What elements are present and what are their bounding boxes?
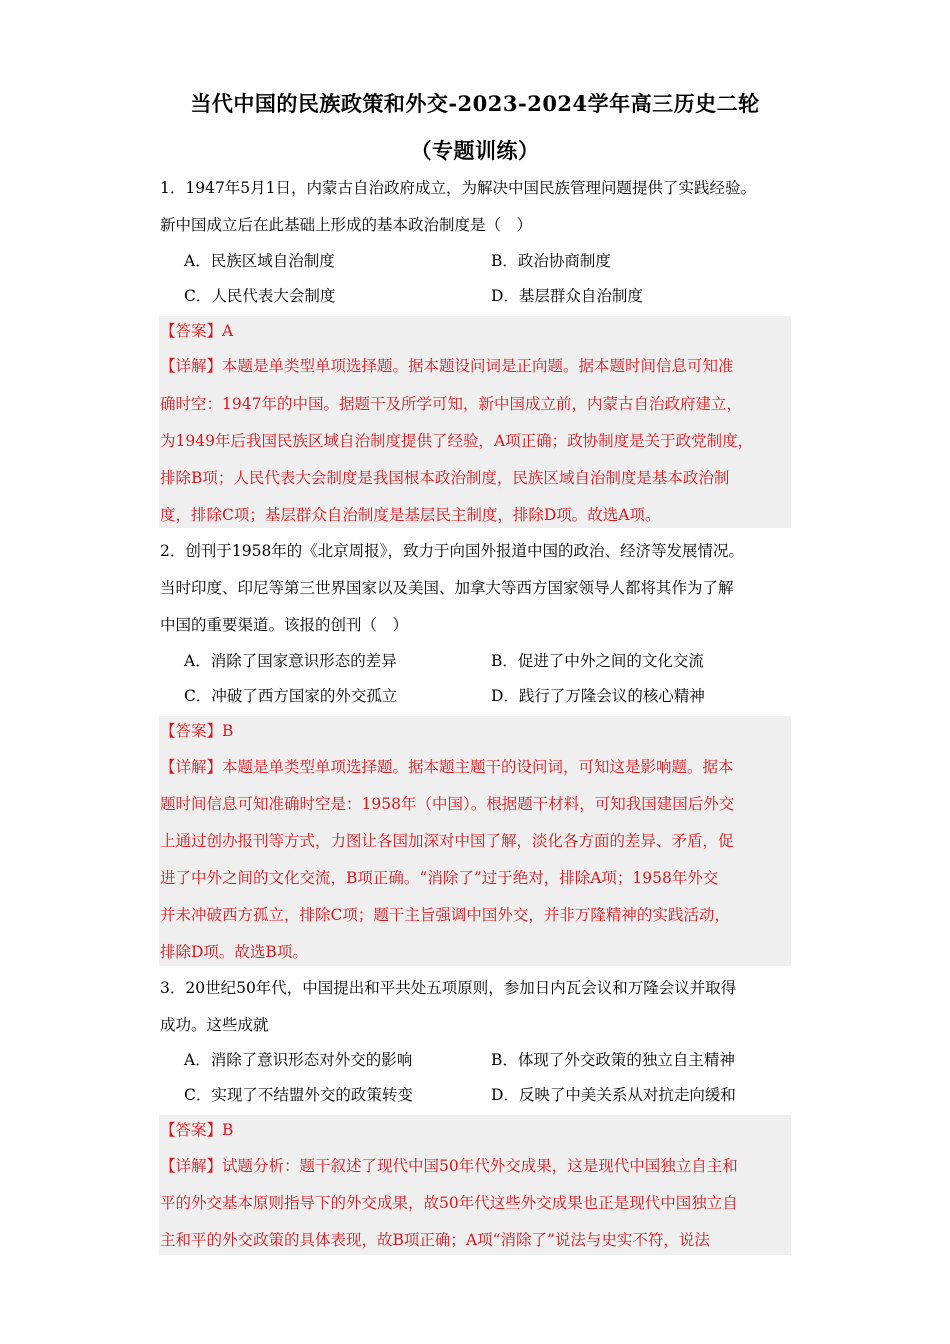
question-2-explanation-line-2: 题时间信息可知准确时空是：1958年（中国）。根据题干材料，可知我国建国后外交 <box>160 795 735 813</box>
page-subtitle: （专题训练） <box>410 138 540 163</box>
answer-box-1 <box>159 316 791 528</box>
question-1-explanation-line-5: 度，排除C项；基层群众自治制度是基层民主制度，排除D项。故选A项。 <box>160 506 661 524</box>
question-2-explanation-line-1: 【详解】本题是单类型单项选择题。据本题主题干的设问词，可知这是影响题。据本 <box>160 758 734 776</box>
question-3-explanation-line-1: 【详解】试题分析：题干叙述了现代中国50年代外交成果，这是现代中国独立自主和 <box>160 1157 738 1175</box>
question-2-explanation-line-4: 进了中外之间的文化交流，B项正确。“消除了”过于绝对，排除A项；1958年外交 <box>160 869 719 887</box>
question-1-explanation-line-3: 为1949年后我国民族区域自治制度提供了经验，A项正确；政协制度是关于政党制度， <box>160 432 754 450</box>
question-1-explanation-line-4: 排除B项；人民代表大会制度是我国根本政治制度，民族区域自治制度是基本政治制 <box>160 469 730 487</box>
question-2-answer: 【答案】B <box>160 722 234 740</box>
question-2-stem-line-1: 2．创刊于1958年的《北京周报》，致力于向国外报道中国的政治、经济等发展情况。 <box>160 542 745 560</box>
question-1-option-a: A．民族区域自治制度 <box>184 252 335 270</box>
question-1-answer: 【答案】A <box>160 322 234 340</box>
question-2-stem-line-3: 中国的重要渠道。该报的创刊（ ） <box>160 616 409 634</box>
question-3-explanation-line-2: 平的外交基本原则指导下的外交成果，故50年代这些外交成果也正是现代中国独立自 <box>160 1194 738 1212</box>
question-2-explanation-line-6: 排除D项。故选B项。 <box>160 943 308 961</box>
question-1-option-b: B．政治协商制度 <box>491 252 611 270</box>
question-1-stem-line-2: 新中国成立后在此基础上形成的基本政治制度是（ ） <box>160 216 533 234</box>
question-2-option-b: B．促进了中外之间的文化交流 <box>491 652 704 670</box>
question-1-explanation-line-2: 确时空：1947年的中国。据题干及所学可知，新中国成立前，内蒙古自治政府建立， <box>160 395 742 413</box>
question-3-option-d: D．反映了中美关系从对抗走向缓和 <box>491 1086 736 1104</box>
question-1-explanation-line-1: 【详解】本题是单类型单项选择题。据本题设问词是正向题。据本题时间信息可知准 <box>160 357 734 375</box>
question-2-option-a: A．消除了国家意识形态的差异 <box>184 652 397 670</box>
question-3-option-b: B．体现了外交政策的独立自主精神 <box>491 1051 735 1069</box>
question-3-answer: 【答案】B <box>160 1121 234 1139</box>
page-title: 当代中国的民族政策和外交-2023-2024学年高三历史二轮 <box>190 91 760 116</box>
question-2-explanation-line-5: 并未冲破西方孤立，排除C项；题干主旨强调中国外交，并非万隆精神的实践活动， <box>160 906 730 924</box>
question-2-option-c: C．冲破了西方国家的外交孤立 <box>184 687 398 705</box>
question-2-option-d: D．践行了万隆会议的核心精神 <box>491 687 705 705</box>
question-1-option-d: D．基层群众自治制度 <box>491 287 643 305</box>
question-1-option-c: C．人民代表大会制度 <box>184 287 336 305</box>
question-1-stem-line-1: 1．1947年5月1日，内蒙古自治政府成立，为解决中国民族管理问题提供了实践经验。 <box>160 179 757 197</box>
question-3-explanation-line-3: 主和平的外交政策的具体表现，故B项正确；A项“消除了”说法与史实不符，说法 <box>160 1231 710 1249</box>
question-3-option-c: C．实现了不结盟外交的政策转变 <box>184 1086 413 1104</box>
question-3-stem-line-2: 成功。这些成就 <box>160 1016 269 1034</box>
question-2-stem-line-2: 当时印度、印尼等第三世界国家以及美国、加拿大等西方国家领导人都将其作为了解 <box>160 579 734 597</box>
question-3-option-a: A．消除了意识形态对外交的影响 <box>184 1051 413 1069</box>
question-3-stem-line-1: 3．20世纪50年代，中国提出和平共处五项原则，参加日内瓦会议和万隆会议并取得 <box>160 979 737 997</box>
question-2-explanation-line-3: 上通过创办报刊等方式，力图让各国加深对中国了解，淡化各方面的差异、矛盾，促 <box>160 832 734 850</box>
